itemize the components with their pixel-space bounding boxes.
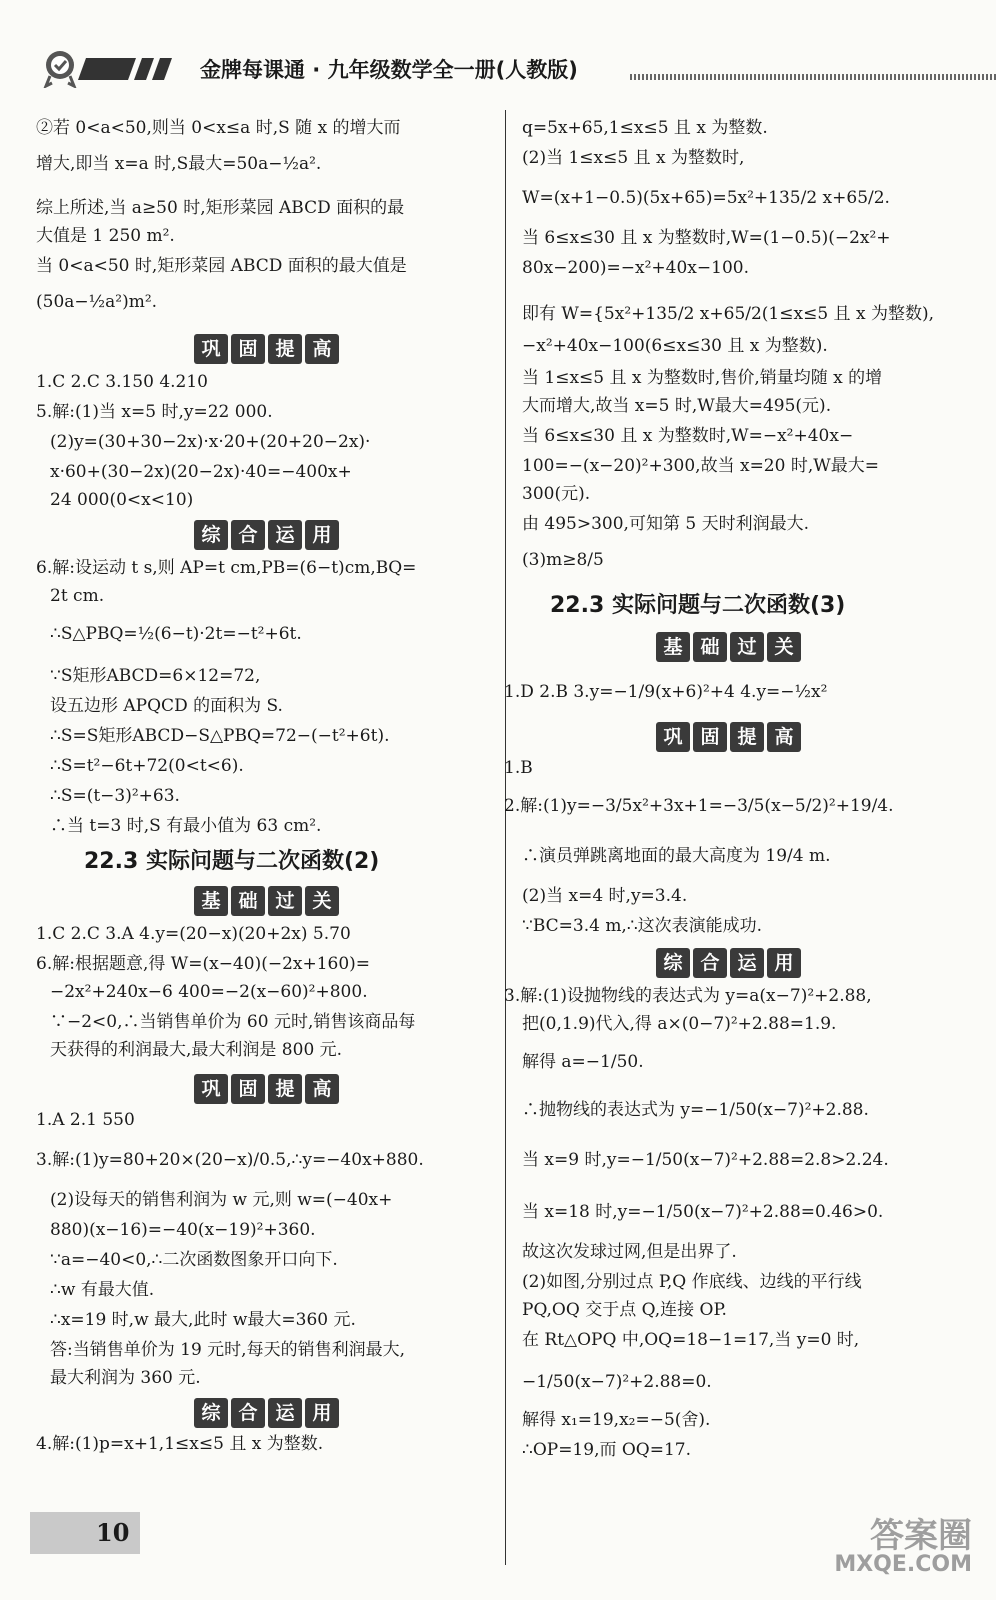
text-line: q=5x+65,1≤x≤5 且 x 为整数. <box>522 118 768 138</box>
text-line: 1.D 2.B 3.y=−1/9(x+6)²+4 4.y=−½x² <box>504 682 828 702</box>
text-line: ∴抛物线的表达式为 y=−1/50(x−7)²+2.88. <box>522 1100 869 1120</box>
text-line: (3)m≥8/5 <box>522 550 604 570</box>
text-line: 3.解:(1)设抛物线的表达式为 y=a(x−7)²+2.88, <box>504 986 872 1006</box>
badge-char: 关 <box>305 886 339 916</box>
column-divider <box>505 110 506 1565</box>
text-line: ∴演员弹跳离地面的最大高度为 19/4 m. <box>522 846 831 866</box>
text-line: 100=−(x−20)²+300,故当 x=20 时,W最大= <box>522 456 879 476</box>
text-line: 当 1≤x≤5 且 x 为整数时,售价,销量均随 x 的增 <box>522 368 883 388</box>
text-line: (50a−½a²)m². <box>36 292 158 312</box>
text-line: (2)当 1≤x≤5 且 x 为整数时, <box>522 148 745 168</box>
section-title: 22.3 实际问题与二次函数(3) <box>550 593 846 618</box>
text-line: 880)(x−16)=−40(x−19)²+360. <box>50 1220 316 1240</box>
section-title: 22.3 实际问题与二次函数(2) <box>84 849 380 874</box>
text-line: 5.解:(1)当 x=5 时,y=22 000. <box>36 402 273 422</box>
text-line: x·60+(30−2x)(20−2x)·40=−400x+ <box>50 462 352 482</box>
text-line: (2)当 x=4 时,y=3.4. <box>522 886 688 906</box>
text-line: 解得 a=−1/50. <box>522 1052 644 1072</box>
badge-char: 运 <box>268 1398 302 1428</box>
text-line: ∴S=t²−6t+72(0<t<6). <box>50 756 244 776</box>
badge-char: 础 <box>231 886 265 916</box>
text-line: 1.C 2.C 3.A 4.y=(20−x)(20+2x) 5.70 <box>36 924 351 944</box>
badge-char: 巩 <box>194 1074 228 1104</box>
badge-char: 基 <box>194 886 228 916</box>
text-line: 把(0,1.9)代入,得 a×(0−7)²+2.88=1.9. <box>522 1014 837 1034</box>
text-line: 最大利润为 360 元. <box>50 1368 201 1388</box>
text-line: ∵S矩形ABCD=6×12=72, <box>50 666 261 686</box>
badge-char: 高 <box>305 1074 339 1104</box>
text-line: 80x−200)=−x²+40x−100. <box>522 258 749 278</box>
text-line: ∴x=19 时,w 最大,此时 w最大=360 元. <box>50 1310 356 1330</box>
section-badge-jichu-2 <box>656 632 801 662</box>
text-line: −1/50(x−7)²+2.88=0. <box>522 1372 712 1392</box>
text-line: 增大,即当 x=a 时,S最大=50a−½a². <box>36 154 322 174</box>
text-line: ∵a=−40<0,∴二次函数图象开口向下. <box>50 1250 338 1270</box>
text-line: 当 x=18 时,y=−1/50(x−7)²+2.88=0.46>0. <box>522 1202 884 1222</box>
section-badge-zonghe <box>194 520 339 550</box>
section-badge-gonggu-2 <box>194 1074 339 1104</box>
text-line: ∵BC=3.4 m,∴这次表演能成功. <box>522 916 763 936</box>
badge-char: 固 <box>693 722 727 752</box>
badge-char: 础 <box>693 632 727 662</box>
header-title: 金牌每课通 · 九年级数学全一册(人教版) <box>200 58 578 82</box>
badge-char: 关 <box>767 632 801 662</box>
text-line: 1.C 2.C 3.150 4.210 <box>36 372 209 392</box>
text-line: 2t cm. <box>50 586 105 606</box>
text-line: 天获得的利润最大,最大利润是 800 元. <box>50 1040 343 1060</box>
badge-char: 运 <box>730 948 764 978</box>
badge-char: 合 <box>231 520 265 550</box>
badge-char: 综 <box>194 1398 228 1428</box>
text-line: ∵−2<0,∴当销售单价为 60 元时,销售该商品每 <box>50 1012 416 1032</box>
badge-char: 基 <box>656 632 690 662</box>
text-line: 由 495>300,可知第 5 天时利润最大. <box>522 514 809 534</box>
watermark-url: MXQE.COM <box>834 1552 972 1577</box>
badge-char: 巩 <box>194 334 228 364</box>
text-line: PQ,OQ 交于点 Q,连接 OP. <box>522 1300 727 1320</box>
badge-char: 提 <box>268 334 302 364</box>
text-line: 综上所述,当 a≥50 时,矩形菜园 ABCD 面积的最 <box>36 198 405 218</box>
badge-char: 过 <box>268 886 302 916</box>
badge-char: 巩 <box>656 722 690 752</box>
text-line: 1.A 2.1 550 <box>36 1110 135 1130</box>
text-line: 大值是 1 250 m². <box>36 226 175 246</box>
text-line: ∴OP=19,而 OQ=17. <box>522 1440 692 1460</box>
text-line: ∴当 t=3 时,S 有最小值为 63 cm². <box>50 816 322 836</box>
text-line: 300(元). <box>522 484 591 504</box>
section-badge-zonghe-2 <box>194 1398 339 1428</box>
text-line: 答:当销售单价为 19 元时,每天的销售利润最大, <box>50 1340 405 1360</box>
text-line: W=(x+1−0.5)(5x+65)=5x²+135/2 x+65/2. <box>522 188 890 208</box>
text-line: ②若 0<a<50,则当 0<x≤a 时,S 随 x 的增大而 <box>36 118 401 138</box>
section-badge-gonggu <box>194 334 339 364</box>
text-line: 故这次发球过网,但是出界了. <box>522 1242 737 1262</box>
text-line: 24 000(0<x<10) <box>50 490 194 510</box>
text-line: (2)设每天的销售利润为 w 元,则 w=(−40x+ <box>50 1190 393 1210</box>
text-line: −x²+40x−100(6≤x≤30 且 x 为整数). <box>522 336 828 356</box>
text-line: 2.解:(1)y=−3/5x²+3x+1=−3/5(x−5/2)²+19/4. <box>504 796 894 816</box>
text-line: 3.解:(1)y=80+20×(20−x)/0.5,∴y=−40x+880. <box>36 1150 424 1170</box>
badge-char: 综 <box>194 520 228 550</box>
text-line: 当 6≤x≤30 且 x 为整数时,W=(1−0.5)(−2x²+ <box>522 228 891 248</box>
medal-icon <box>40 48 80 88</box>
text-line: 即有 W={5x²+135/2 x+65/2(1≤x≤5 且 x 为整数), <box>522 304 934 324</box>
text-line: −2x²+240x−6 400=−2(x−60)²+800. <box>50 982 368 1002</box>
text-line: 6.解:设运动 t s,则 AP=t cm,PB=(6−t)cm,BQ= <box>36 558 417 578</box>
badge-char: 用 <box>767 948 801 978</box>
text-line: 当 6≤x≤30 且 x 为整数时,W=−x²+40x− <box>522 426 854 446</box>
text-line: 当 x=9 时,y=−1/50(x−7)²+2.88=2.8>2.24. <box>522 1150 889 1170</box>
badge-char: 用 <box>305 1398 339 1428</box>
text-line: ∴S=(t−3)²+63. <box>50 786 180 806</box>
section-badge-jichu <box>194 886 339 916</box>
badge-char: 固 <box>231 1074 265 1104</box>
badge-char: 运 <box>268 520 302 550</box>
badge-char: 用 <box>305 520 339 550</box>
badge-char: 综 <box>656 948 690 978</box>
badge-char: 高 <box>767 722 801 752</box>
text-line: 设五边形 APQCD 的面积为 S. <box>50 696 283 716</box>
page-number-box <box>30 1512 140 1554</box>
header-rule <box>630 74 996 80</box>
text-line: 在 Rt△OPQ 中,OQ=18−1=17,当 y=0 时, <box>522 1330 860 1350</box>
text-line: (2)y=(30+30−2x)·x·20+(20+20−2x)· <box>50 432 371 452</box>
text-line: ∴S△PBQ=½(6−t)·2t=−t²+6t. <box>50 624 302 644</box>
header-stripes-icon <box>78 58 188 80</box>
badge-char: 合 <box>693 948 727 978</box>
watermark-logo: 答案圈 <box>870 1516 972 1556</box>
badge-char: 提 <box>268 1074 302 1104</box>
badge-char: 固 <box>231 334 265 364</box>
text-line: 4.解:(1)p=x+1,1≤x≤5 且 x 为整数. <box>36 1434 324 1454</box>
text-line: 6.解:根据题意,得 W=(x−40)(−2x+160)= <box>36 954 371 974</box>
text-line: (2)如图,分别过点 P,Q 作底线、边线的平行线 <box>522 1272 862 1292</box>
text-line: 当 0<a<50 时,矩形菜园 ABCD 面积的最大值是 <box>36 256 407 276</box>
text-line: 1.B <box>504 758 533 778</box>
text-line: 大而增大,故当 x=5 时,W最大=495(元). <box>522 396 832 416</box>
badge-char: 高 <box>305 334 339 364</box>
section-badge-zonghe-3 <box>656 948 801 978</box>
text-line: ∴w 有最大值. <box>50 1280 155 1300</box>
badge-char: 合 <box>231 1398 265 1428</box>
badge-char: 过 <box>730 632 764 662</box>
section-badge-gonggu-3 <box>656 722 801 752</box>
page-header <box>40 48 970 88</box>
text-line: 解得 x₁=19,x₂=−5(舍). <box>522 1410 711 1430</box>
text-line: ∴S=S矩形ABCD−S△PBQ=72−(−t²+6t). <box>50 726 390 746</box>
page-number: 10 <box>96 1518 130 1547</box>
badge-char: 提 <box>730 722 764 752</box>
